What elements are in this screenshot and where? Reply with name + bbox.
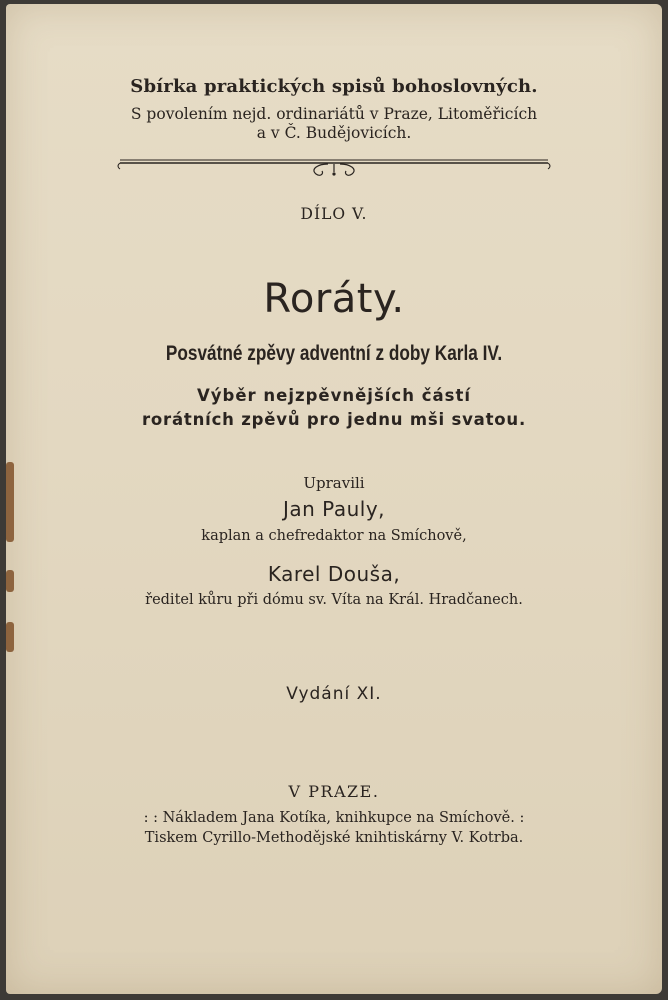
- editors-label: Upravili: [303, 474, 365, 492]
- imprint-city: V PRAZE.: [288, 782, 380, 801]
- approval-line-2: a v Č. Budějovicích.: [256, 124, 412, 142]
- description-line-1: Výběr nejzpěvnějších částí: [197, 386, 471, 405]
- imprint-printer: Tiskem Cyrillo-Methodějské knihtiskárny V. Kotrba.: [144, 830, 524, 846]
- description-line-2: rorátních zpěvů pro jednu mši svatou.: [141, 410, 527, 429]
- editor-name: Karel Douša,: [267, 562, 401, 586]
- edition: Vydání XI.: [286, 684, 382, 704]
- work-number: DÍLO V.: [300, 205, 368, 223]
- approval-line-1: S povolením nejd. ordinariátů v Praze, Litoměřicích: [130, 105, 538, 123]
- ornament-divider: [114, 154, 554, 182]
- book-title: Roráty.: [263, 276, 405, 322]
- series-title: Sbírka praktických spisů bohoslovných.: [130, 76, 538, 97]
- imprint-publisher: : : Nákladem Jana Kotíka, knihkupce na Smíchově. :: [143, 810, 525, 826]
- editor-role: kaplan a chefredaktor na Smíchově,: [201, 528, 467, 544]
- book-subtitle: Posvátné zpěvy adventní z doby Karla IV.: [165, 342, 503, 365]
- book-cover: [6, 4, 662, 994]
- editor-role: ředitel kůru při dómu sv. Víta na Král. Hradčanech.: [145, 592, 523, 608]
- rust-stain: [6, 622, 14, 652]
- editor-name: Jan Pauly,: [282, 497, 386, 521]
